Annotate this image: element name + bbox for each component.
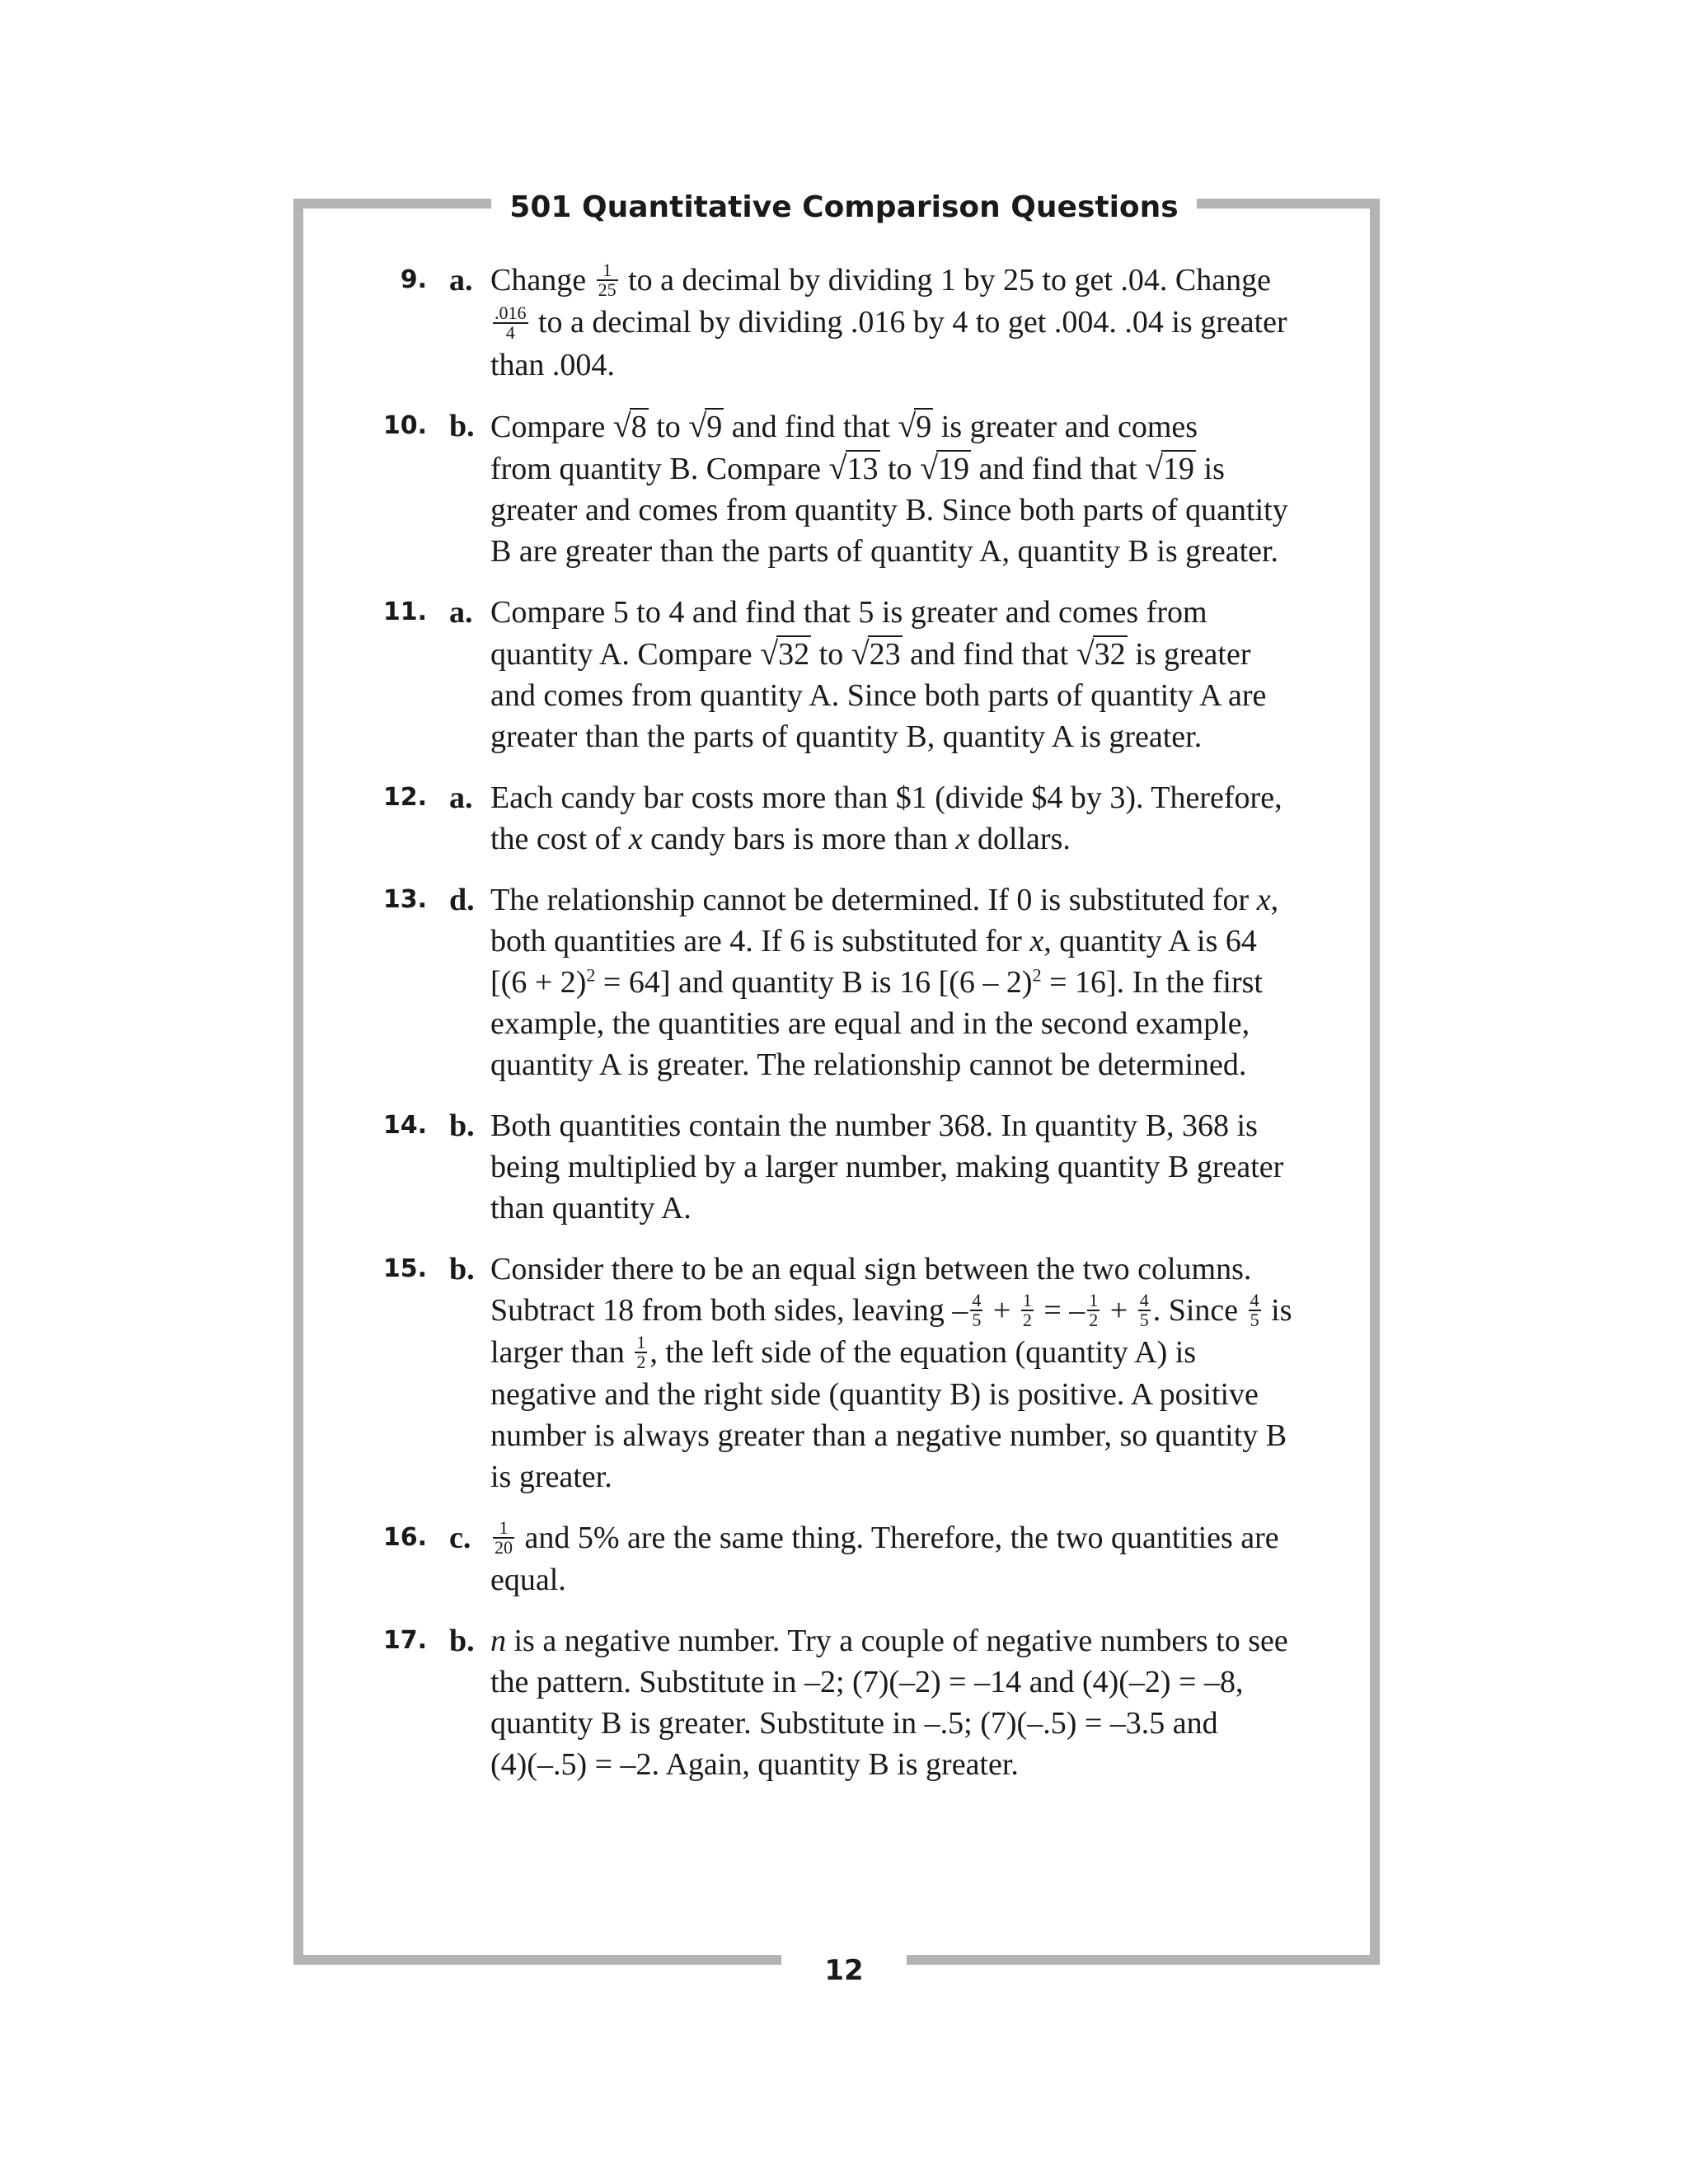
answer-line: and comes from quantity A. Since both parts of quantity A are — [490, 677, 1267, 713]
answer-line: The relationship cannot be determined. If 0 is substituted for x, — [490, 882, 1279, 917]
answer-line: is greater. — [490, 1460, 612, 1495]
answer-line: both quantities are 4. If 6 is substituted for x, quantity A is 64 — [490, 923, 1257, 958]
answer-line: $\frac{1}{20}$ and 5% are the same thing. Therefore, the two quantities are — [495, 1517, 1279, 1558]
answer-item-15 — [379, 1249, 1319, 1498]
answer-line: negative and the right side (quantity B) is positive. A positive — [490, 1377, 1259, 1413]
answer-number: 16. — [382, 1523, 427, 1553]
answer-line: Change $\frac{1}{25}$ to a decimal by dividing 1 by 25 to get .04. Change — [490, 260, 1272, 301]
answer-line: $\frac{.016}{4}$ to a decimal by dividing .016 by 4 to get .004. .04 is greater — [495, 302, 1287, 343]
answer-line: the pattern. Substitute in –2; (7)(–2) = –14 and (4)(–2) = –8, — [490, 1665, 1244, 1700]
answer-line: example, the quantities are equal and in the second example, — [490, 1005, 1250, 1041]
square-root: √23 — [851, 634, 901, 672]
variable: x — [628, 821, 643, 856]
variable: x — [1256, 882, 1271, 917]
answer-line: B are greater than the parts of quantity A, quantity B is greater. — [490, 533, 1279, 569]
square-root: √8 — [612, 406, 647, 444]
square-root: √32 — [1076, 634, 1126, 672]
square-root: √9 — [898, 406, 932, 444]
answer-choice: a. — [449, 780, 473, 815]
answer-line: $[(6 + 2)^2 = 64]$ and quantity B is 16 [(6 – 2)$^2$ = 16]. In the first — [490, 963, 1263, 1000]
answer-item-17 — [379, 1620, 1319, 1785]
answer-choice: a. — [449, 263, 473, 298]
answer-line: Subtract 18 from both sides, leaving – $\frac{4}{5}$ + $\frac{1}{2}$ = – $\frac{1}{2}$ + $\frac{4}{5}$ . Since $\frac{4}{5}$ is — [490, 1289, 1292, 1330]
page-footer — [0, 1950, 1688, 1991]
answer-item-10 — [379, 405, 1319, 572]
square-root: √19 — [1145, 448, 1195, 486]
answer-line: than quantity A. — [490, 1190, 692, 1226]
square-root: √32 — [760, 634, 810, 672]
fraction: $\frac{1}{2}$ — [1022, 1289, 1032, 1330]
answer-line: greater than the parts of quantity B, quantity A is greater. — [490, 719, 1203, 754]
answer-line: n is a negative number. Try a couple of negative numbers to see — [490, 1624, 1288, 1659]
answer-line: equal. — [490, 1563, 566, 1598]
answer-choice: b. — [449, 1624, 475, 1659]
answer-choice: a. — [449, 594, 473, 630]
answer-line: greater and comes from quantity B. Since both parts of quantity — [490, 492, 1288, 527]
answer-line: quantity B is greater. Substitute in –.5; (7)(–.5) = –3.5 and — [490, 1706, 1218, 1741]
answer-line: the cost of x candy bars is more than x dollars. — [490, 821, 1071, 856]
answer-choice: b. — [449, 1251, 475, 1286]
square-root: √19 — [920, 448, 970, 486]
square-root: √13 — [828, 448, 879, 486]
answer-line: Consider there to be an equal sign between the two columns. — [490, 1251, 1252, 1286]
square-root: √9 — [688, 406, 723, 444]
answer-number: 15. — [382, 1254, 427, 1283]
answer-number: 13. — [382, 884, 427, 914]
fraction: $\frac{1}{2}$ — [636, 1332, 646, 1373]
variable: x — [1029, 923, 1044, 958]
page-number: 12 — [781, 1954, 906, 1987]
answer-item-16 — [379, 1517, 1319, 1601]
fraction: $\frac{.016}{4}$ — [495, 302, 527, 343]
answer-line: from quantity B. Compare √13 to √19 and find that √19 is — [490, 448, 1225, 486]
answer-line: Each candy bar costs more than $1 (divide $4 by 3). Therefore, — [490, 780, 1282, 815]
answer-line: quantity A is greater. The relationship cannot be determined. — [490, 1047, 1247, 1082]
variable: x — [955, 821, 970, 856]
answer-line: than .004. — [490, 347, 615, 382]
answer-list — [379, 260, 1319, 1805]
answer-line: Compare √8 to √9 and find that √9 is greater and comes — [490, 406, 1198, 444]
answer-line: number is always greater than a negative number, so quantity B — [490, 1418, 1287, 1454]
answer-choice: b. — [449, 408, 475, 443]
fraction: $\frac{4}{5}$ — [1139, 1289, 1149, 1330]
answer-choice: b. — [449, 1108, 475, 1143]
answer-choice: d. — [449, 882, 475, 917]
book-title: 501 Quantitative Comparison Questions — [491, 190, 1196, 224]
answer-line: being multiplied by a larger number, making quantity B greater — [490, 1149, 1284, 1184]
answer-item-12 — [379, 777, 1319, 860]
fraction: $\frac{4}{5}$ — [1250, 1289, 1259, 1330]
answer-item-9 — [379, 260, 1319, 386]
answer-line: larger than $\frac{1}{2}$ , the left side of the equation (quantity A) is — [490, 1332, 1197, 1373]
answer-line: Both quantities contain the number 368. In quantity B, 368 is — [490, 1108, 1258, 1143]
fraction: $\frac{1}{2}$ — [1089, 1289, 1099, 1330]
fraction: $\frac{1}{20}$ — [495, 1517, 513, 1558]
answer-number: 10. — [382, 410, 427, 440]
answer-choice: c. — [449, 1521, 471, 1556]
exponent: 2 — [586, 963, 596, 985]
answer-number: 17. — [382, 1626, 427, 1656]
exponent: 2 — [1032, 963, 1042, 985]
answer-item-13 — [379, 879, 1319, 1085]
answer-item-14 — [379, 1105, 1319, 1229]
answer-number: 12. — [382, 782, 427, 812]
answer-number: 9. — [400, 265, 427, 294]
fraction: $\frac{4}{5}$ — [972, 1289, 982, 1330]
answer-number: 11. — [382, 597, 427, 626]
answer-line: Compare 5 to 4 and find that 5 is greater and comes from — [490, 594, 1207, 630]
fraction: $\frac{1}{25}$ — [598, 260, 617, 301]
answer-line: quantity A. Compare √32 to √23 and find that √32 is greater — [490, 634, 1251, 672]
answer-line: (4)(–.5) = –2. Again, quantity B is greater. — [490, 1747, 1019, 1783]
variable: n — [490, 1624, 506, 1659]
answer-number: 14. — [382, 1110, 427, 1140]
answer-item-11 — [379, 592, 1319, 757]
